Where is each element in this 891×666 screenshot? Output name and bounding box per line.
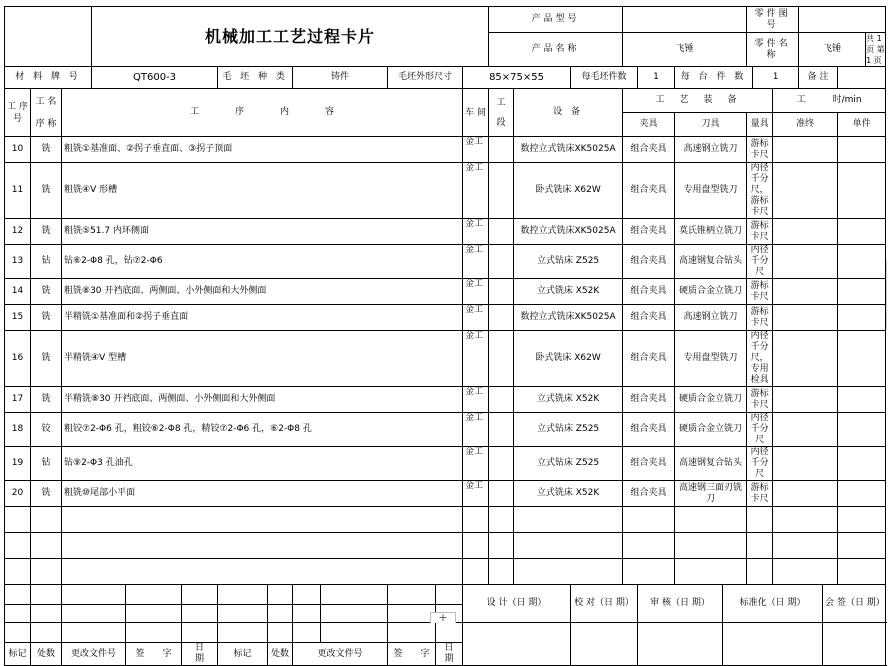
row-equipment: 数控立式铣床XK5025A <box>514 219 623 245</box>
row-op-name: 铣 <box>31 137 62 163</box>
row-op-no: 15 <box>5 305 31 331</box>
design-sign-cell[interactable] <box>463 623 571 666</box>
header-tooling: 工 艺 装 备 <box>623 89 773 113</box>
review-sign-cell[interactable] <box>638 623 723 666</box>
table-row[interactable] <box>5 387 886 413</box>
row-op-content: 钻⑨2-Φ3 孔油孔 <box>62 447 463 481</box>
part-name-value[interactable]: 飞锤 <box>799 33 866 67</box>
process-card-table <box>4 6 886 666</box>
header-equipment: 设 备 <box>514 89 623 137</box>
row-op-content: 半精铣①基准面和②拐子垂直面 <box>62 305 463 331</box>
blank-type-value[interactable]: 铸件 <box>293 67 388 89</box>
row-unit-time[interactable] <box>838 387 886 413</box>
row-cutter: 高速钢立铣刀 <box>675 137 747 163</box>
empty-row[interactable] <box>5 507 886 533</box>
row-op-name: 铣 <box>31 279 62 305</box>
row-cutter: 专用盘型铣刀 <box>675 163 747 219</box>
row-op-name: 铣 <box>31 387 62 413</box>
row-equipment: 立式铣床 X52K <box>514 481 623 507</box>
rev-sign-label-2: 签 字 <box>388 643 436 666</box>
row-op-content: 粗铣④V 形槽 <box>62 163 463 219</box>
row-op-content: 粗铣①基准面、②拐子垂直面、③拐子顶面 <box>62 137 463 163</box>
row-gauge: 游标卡尺 <box>747 219 773 245</box>
row-cutter: 硬质合金立铣刀 <box>675 279 747 305</box>
table-row[interactable] <box>5 245 886 279</box>
row-workshop: 金工 <box>463 245 489 279</box>
table-row[interactable] <box>5 279 886 305</box>
row-equipment: 立式钻床 Z525 <box>514 447 623 481</box>
row-unit-time[interactable] <box>838 137 886 163</box>
rev-doc-label-1: 更改文件号 <box>62 643 126 666</box>
row-prep-time[interactable] <box>773 331 838 387</box>
part-name-label: 零件名称 <box>747 33 799 67</box>
row-unit-time[interactable] <box>838 163 886 219</box>
row-op-name: 钻 <box>31 447 62 481</box>
row-cutter: 莫氏锥柄立铣刀 <box>675 219 747 245</box>
header-time: 工 时/min <box>773 89 886 113</box>
row-equipment: 立式铣床 X52K <box>514 279 623 305</box>
row-op-content: 粗铰⑦2-Φ6 孔，粗铰⑥2-Φ8 孔，精铰⑦2-Φ6 孔，⑥2-Φ8 孔 <box>62 413 463 447</box>
empty-row[interactable] <box>5 559 886 585</box>
row-gauge: 游标卡尺 <box>747 387 773 413</box>
row-workshop: 金工 <box>463 305 489 331</box>
row-section <box>489 219 514 245</box>
row-gauge: 内径千分尺 <box>747 413 773 447</box>
row-unit-time[interactable] <box>838 447 886 481</box>
row-unit-time[interactable] <box>838 279 886 305</box>
header-fixture: 夹具 <box>623 113 675 137</box>
row-gauge: 游标卡尺 <box>747 305 773 331</box>
header-op-name-a: 工 名 <box>35 96 57 107</box>
table-row[interactable] <box>5 447 886 481</box>
scrollbar-edge <box>886 260 891 330</box>
row-op-name: 铣 <box>31 163 62 219</box>
remark-label: 备 注 <box>799 67 838 89</box>
row-section <box>489 331 514 387</box>
row-op-no: 10 <box>5 137 31 163</box>
countersign-sign-cell[interactable] <box>823 623 886 666</box>
table-row[interactable] <box>5 481 886 507</box>
row-op-content: 钻⑥2-Φ8 孔，钻⑦2-Φ6 <box>62 245 463 279</box>
row-section <box>489 447 514 481</box>
row-unit-time[interactable] <box>838 305 886 331</box>
row-prep-time[interactable] <box>773 219 838 245</box>
row-fixture: 组合夹具 <box>623 331 675 387</box>
check-sign-cell[interactable] <box>571 623 638 666</box>
rev-doc-label-2: 更改文件号 <box>293 643 388 666</box>
product-model-value[interactable] <box>623 7 747 33</box>
design-label: 设 计（日 期） <box>463 585 571 623</box>
row-unit-time[interactable] <box>838 331 886 387</box>
row-gauge: 内径千分尺 <box>747 245 773 279</box>
row-cutter: 专用盘型铣刀 <box>675 331 747 387</box>
row-prep-time[interactable] <box>773 447 838 481</box>
row-workshop: 金工 <box>463 413 489 447</box>
per-blank-label: 每毛坯件数 <box>571 67 638 89</box>
row-prep-time[interactable] <box>773 137 838 163</box>
row-op-content: 粗铣⑩尾部小平面 <box>62 481 463 507</box>
row-prep-time[interactable] <box>773 279 838 305</box>
header-op-name-b: 序 称 <box>35 118 57 129</box>
row-workshop: 金工 <box>463 137 489 163</box>
check-label: 校 对（日 期） <box>571 585 638 623</box>
row-fixture: 组合夹具 <box>623 219 675 245</box>
header-op-name <box>31 89 62 137</box>
product-name-value[interactable]: 飞锤 <box>623 33 747 67</box>
product-name-label: 产品名称 <box>489 33 623 67</box>
row-gauge: 游标卡尺 <box>747 279 773 305</box>
total-label: 共 <box>866 34 875 43</box>
part-drawing-label: 零件图号 <box>747 7 799 33</box>
row-equipment: 数控立式铣床XK5025A <box>514 305 623 331</box>
row-unit-time[interactable] <box>838 413 886 447</box>
header-cutter: 刀具 <box>675 113 747 137</box>
row-op-name: 铣 <box>31 219 62 245</box>
row-section <box>489 413 514 447</box>
row-workshop: 金工 <box>463 219 489 245</box>
row-cutter: 高速钢复合钻头 <box>675 245 747 279</box>
row-op-content: 半精铣④V 型槽 <box>62 331 463 387</box>
row-section <box>489 387 514 413</box>
blank-type-label: 毛 坯 种 类 <box>218 67 293 89</box>
standard-label: 标准化（日 期） <box>723 585 823 623</box>
row-op-no: 16 <box>5 331 31 387</box>
row-fixture: 组合夹具 <box>623 447 675 481</box>
row-workshop: 金工 <box>463 331 489 387</box>
page-value: 1 <box>866 56 872 65</box>
row-op-no: 18 <box>5 413 31 447</box>
header-unit-time: 单件 <box>838 113 886 137</box>
row-gauge: 游标卡尺 <box>747 137 773 163</box>
row-fixture: 组合夹具 <box>623 137 675 163</box>
row-fixture: 组合夹具 <box>623 387 675 413</box>
row-section <box>489 245 514 279</box>
row-section <box>489 279 514 305</box>
row-op-no: 11 <box>5 163 31 219</box>
header-gauge: 量具 <box>747 113 773 137</box>
row-cutter: 高速钢立铣刀 <box>675 305 747 331</box>
rev-mark-label-1: 标记 <box>5 643 31 666</box>
rev-date-label-1: 日 期 <box>182 643 218 666</box>
rev-mark-label-2: 标记 <box>218 643 268 666</box>
row-gauge: 内径千分尺，专用检具 <box>747 331 773 387</box>
per-unit-value[interactable]: 1 <box>753 67 799 89</box>
row-workshop: 金工 <box>463 163 489 219</box>
row-fixture: 组合夹具 <box>623 413 675 447</box>
standard-sign-cell[interactable] <box>723 623 823 666</box>
row-equipment: 数控立式铣床XK5025A <box>514 137 623 163</box>
row-gauge: 内径千分尺 <box>747 447 773 481</box>
header-prep-time: 准终 <box>773 113 838 137</box>
row-prep-time[interactable] <box>773 163 838 219</box>
rev-sign-label-1: 签 字 <box>126 643 182 666</box>
row-equipment: 立式钻床 Z525 <box>514 245 623 279</box>
row-op-name: 铣 <box>31 481 62 507</box>
page-count-cell <box>866 33 886 67</box>
header-op-content: 工 序 内 容 <box>62 89 463 137</box>
row-prep-time[interactable] <box>773 305 838 331</box>
row-fixture: 组合夹具 <box>623 245 675 279</box>
row-equipment: 卧式铣床 X62W <box>514 331 623 387</box>
row-gauge: 内径千分尺，游标卡尺 <box>747 163 773 219</box>
row-prep-time[interactable] <box>773 413 838 447</box>
row-fixture: 组合夹具 <box>623 305 675 331</box>
row-op-no: 14 <box>5 279 31 305</box>
process-card <box>4 6 884 666</box>
row-op-no: 19 <box>5 447 31 481</box>
rev-date-label-2: 日 期 <box>436 643 463 666</box>
blank-size-value[interactable]: 85×75×55 <box>463 67 571 89</box>
material-grade-label: 材 料 牌 号 <box>5 67 92 89</box>
row-workshop: 金工 <box>463 447 489 481</box>
row-op-content: 粗铣⑧30 开裆底面、两侧面、小外侧面和大外侧面 <box>62 279 463 305</box>
per-blank-value[interactable]: 1 <box>638 67 675 89</box>
table-row[interactable] <box>5 331 886 387</box>
row-workshop: 金工 <box>463 279 489 305</box>
row-unit-time[interactable] <box>838 219 886 245</box>
row-fixture: 组合夹具 <box>623 279 675 305</box>
row-op-name: 铣 <box>31 305 62 331</box>
row-op-no: 12 <box>5 219 31 245</box>
card-title: 机械加工工艺过程卡片 <box>92 7 489 67</box>
row-op-name: 铣 <box>31 331 62 387</box>
review-label: 审 核（日 期） <box>638 585 723 623</box>
empty-row[interactable] <box>5 533 886 559</box>
row-workshop: 金工 <box>463 481 489 507</box>
remark-value[interactable] <box>838 67 886 89</box>
page-unit-1: 页 <box>866 45 875 54</box>
page-label: 第 <box>876 45 885 54</box>
row-cutter: 硬质合金立铣刀 <box>675 413 747 447</box>
per-unit-label: 每 台 件 数 <box>675 67 753 89</box>
rev-count-label-1: 处数 <box>31 643 62 666</box>
header-section: 工 段 <box>489 89 514 137</box>
row-cutter: 高速钢复合钻头 <box>675 447 747 481</box>
header-op-no: 工 序 号 <box>5 89 31 137</box>
row-op-content: 半精铣⑧30 开裆底面、两侧面、小外侧面和大外侧面 <box>62 387 463 413</box>
row-gauge: 游标卡尺 <box>747 481 773 507</box>
table-row[interactable] <box>5 305 886 331</box>
row-op-no: 17 <box>5 387 31 413</box>
row-cutter: 高速钢三面刃铣刀 <box>675 481 747 507</box>
row-op-content: 粗铣⑤51.7 内环侧面 <box>62 219 463 245</box>
material-grade-value[interactable]: QT600-3 <box>92 67 218 89</box>
table-row[interactable] <box>5 163 886 219</box>
row-section <box>489 137 514 163</box>
row-op-no: 13 <box>5 245 31 279</box>
row-cutter: 硬质合金立铣刀 <box>675 387 747 413</box>
row-equipment: 立式钻床 Z525 <box>514 413 623 447</box>
row-section <box>489 163 514 219</box>
part-drawing-value[interactable] <box>799 7 886 33</box>
countersign-label: 会 签（日 期） <box>823 585 886 623</box>
row-op-no: 20 <box>5 481 31 507</box>
product-model-label: 产品型号 <box>489 7 623 33</box>
row-section <box>489 481 514 507</box>
row-prep-time[interactable] <box>773 245 838 279</box>
row-unit-time[interactable] <box>838 481 886 507</box>
row-equipment: 立式铣床 X52K <box>514 387 623 413</box>
rev-count-label-2: 处数 <box>268 643 293 666</box>
header-workshop: 车 间 <box>463 89 489 137</box>
row-section <box>489 305 514 331</box>
row-workshop: 金工 <box>463 387 489 413</box>
blank-size-label: 毛坯外形尺寸 <box>388 67 463 89</box>
row-op-name: 钻 <box>31 245 62 279</box>
total-value: 1 <box>876 34 882 43</box>
table-row[interactable] <box>5 219 886 245</box>
page-unit-2: 页 <box>873 56 882 65</box>
table-row[interactable] <box>5 413 886 447</box>
row-fixture: 组合夹具 <box>623 163 675 219</box>
table-row[interactable] <box>5 137 886 163</box>
row-equipment: 卧式铣床 X62W <box>514 163 623 219</box>
plus-icon[interactable]: + <box>430 612 456 623</box>
title-blank-cell <box>5 7 92 67</box>
row-prep-time[interactable] <box>773 387 838 413</box>
row-prep-time[interactable] <box>773 481 838 507</box>
row-op-name: 铰 <box>31 413 62 447</box>
row-fixture: 组合夹具 <box>623 481 675 507</box>
row-unit-time[interactable] <box>838 245 886 279</box>
